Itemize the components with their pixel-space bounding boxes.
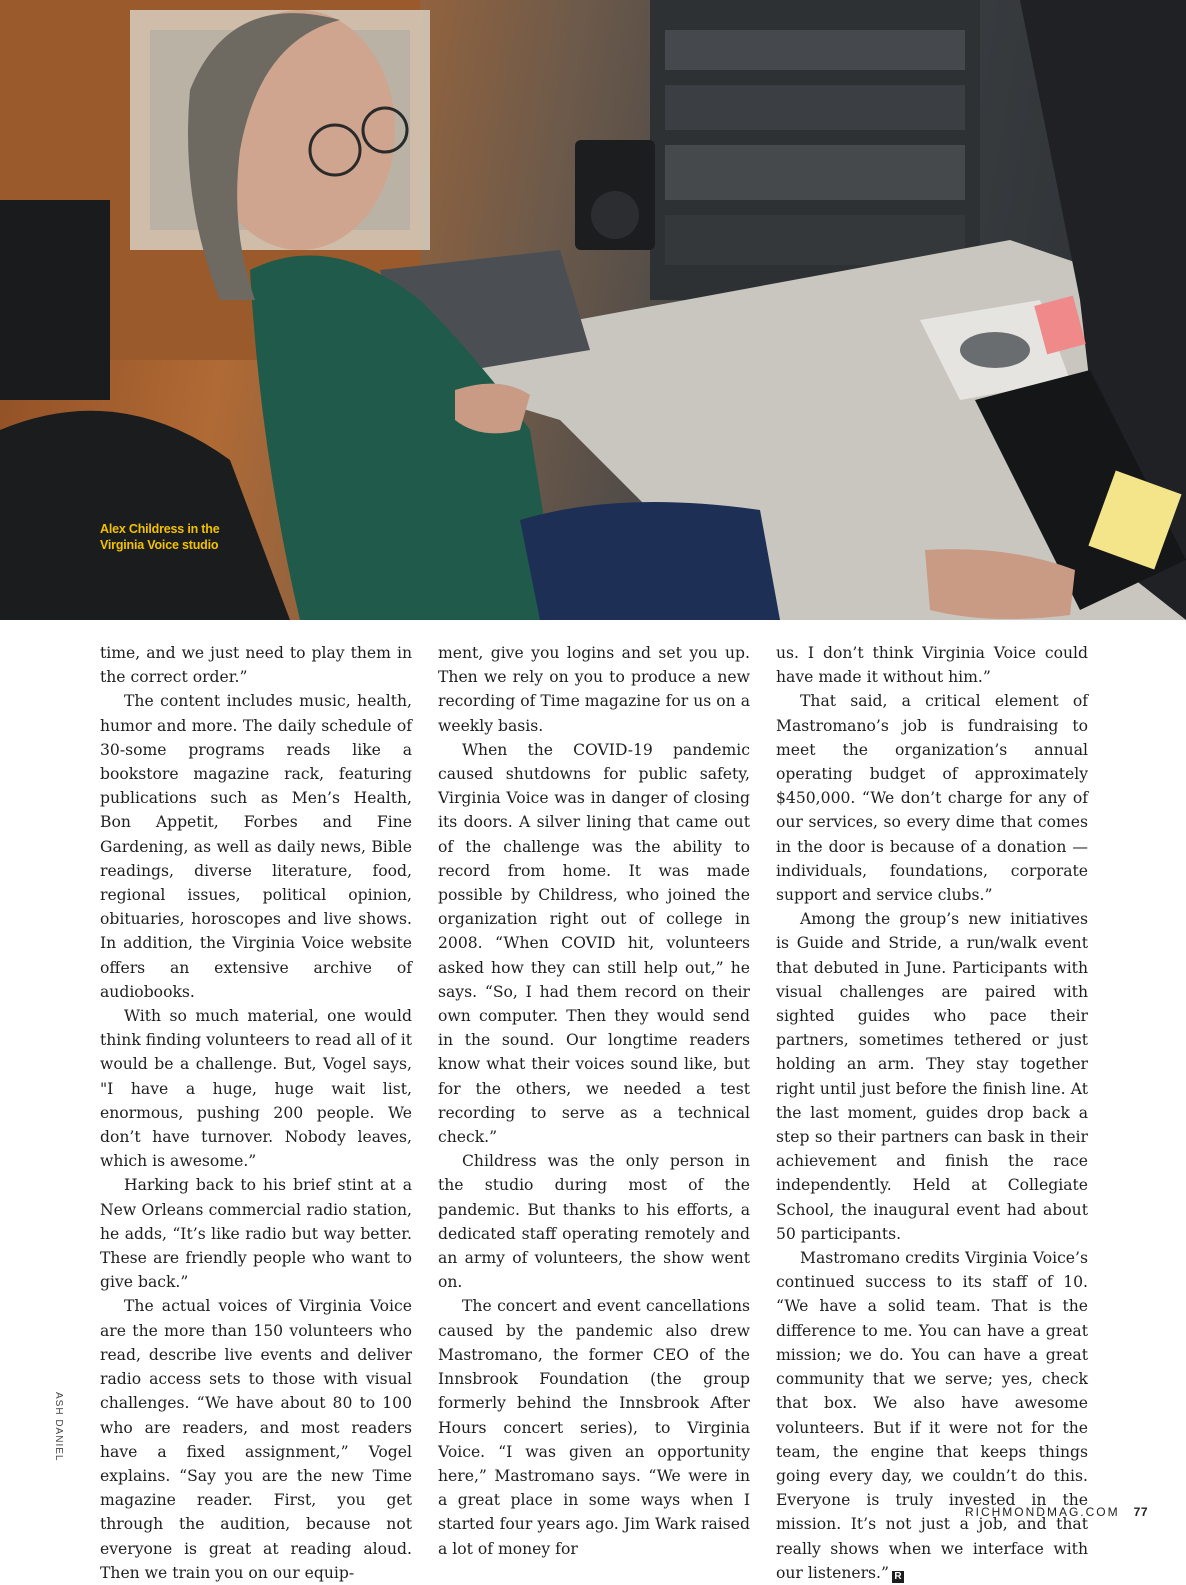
speaker-cone: [591, 191, 639, 239]
article-column-2: [438, 641, 750, 1561]
paragraph: time, and we just need to play them in the correct order.”: [100, 644, 412, 687]
paragraph: The content includes music, health, humor and more. The daily schedule of 30-some programs reads like a bookstore magazine rack, featuring publications such as Men’s Health, Bon Appetit, Forbes and Fine Gardening, as well as daily news, Bible readings, diverse literature, food, regional issues, political opinion, obituaries, horoscopes and live shows. In addition, the Virginia Voice website offers an extensive archive of audiobooks.: [100, 692, 412, 1001]
rack-unit: [665, 145, 965, 200]
paragraph: Childress was the only person in the studio during most of the pandemic. But thanks to his efforts, a dedicated staff operating remotely and an army of volunteers, the show went on.: [438, 1152, 750, 1292]
paragraph: ment, give you logins and set you up. Then we rely on you to produce a new recording of Time magazine for us on a weekly basis.: [438, 644, 750, 735]
paragraph: When the COVID-19 pandemic caused shutdowns for public safety, Virginia Voice was in danger of closing its doors. A silver lining that came out of the challenge was the ability to record from home. It was made possible by Childress, who joined the organization right out of college in 2008. “When COVID hit, volunteers asked how they can still help out,” he says. “So, I had them record on their own computer. Then they would send in the sound. Our longtime readers know what their voices sound like, but for the others, we needed a test recording to serve as a technical check.”: [438, 740, 750, 1147]
paragraph: The concert and event cancellations caused by the pandemic also drew Mastromano, the former CEO of the Innsbrook Foundation (the group formerly behind the Innsbrook After Hours concert series), to Virginia Voice. “I was given an opportunity here,” Mastromano says. “We were in a great place in some ways when I started four years ago. Jim Wark raised a lot of money for: [438, 1297, 750, 1558]
mouse: [960, 332, 1030, 368]
paragraph: That said, a critical element of Mastromano’s job is fundraising to meet the organization’s annual operating budget of approximately $450,000. “We don’t charge for any of our services, so every dime that comes in the door is because of a donation — individuals, foundations, corporate support and service clubs.”: [776, 692, 1088, 905]
paragraph: us. I don’t think Virginia Voice could have made it without him.”: [776, 644, 1088, 687]
page-number: 77: [1133, 1505, 1148, 1519]
side-monitor: [0, 200, 110, 400]
person-jeans: [520, 502, 780, 620]
page-footer: [965, 1505, 1148, 1519]
paragraph: With so much material, one would think finding volunteers to read all of it would be a challenge. But, Vogel says, "I have a huge, huge wait list, enormous, pushing 200 people. We don’t have turnover. Nobody leaves, which is awesome.”: [100, 1007, 412, 1171]
end-mark-icon: R: [892, 1571, 904, 1583]
paragraph-text: Mastromano credits Virginia Voice’s continued success to its staff of 10. “We have a solid team. That is the difference to me. You can have a great mission; we do. You can have a great community that we serve; yes, check that box. We also have awesome volunteers. But if it were not for the team, the engine that keeps things going every day, we couldn’t do this. Everyone is truly invested in the mission. It’s not just a job, and that really shows when we interface with our listeners.”: [776, 1249, 1088, 1582]
rack-unit: [665, 85, 965, 130]
photo-credit-text: ASH DANIEL: [53, 1392, 64, 1462]
photo-caption: [100, 521, 219, 553]
caption-line: Virginia Voice studio: [100, 538, 219, 552]
studio-photo: [0, 0, 1186, 620]
photo-credit: [52, 1392, 66, 1492]
person-hand: [455, 384, 530, 434]
footer-site: RICHMONDMAG.COM: [964, 1505, 1120, 1519]
office-chair: [0, 411, 290, 620]
rack-unit: [665, 30, 965, 70]
article-column-3: [776, 641, 1088, 1585]
paragraph: Harking back to his brief stint at a New Orleans commercial radio station, he adds, “It’s like radio but way better. These are friendly people who want to give back.”: [100, 1176, 412, 1292]
caption-line: Alex Childress in the: [100, 522, 220, 536]
paragraph: Among the group’s new initiatives is Guide and Stride, a run/walk event that debuted in June. Participants with visual challenges are paired with sighted guides who pace their partners, sometimes tethered or just holding an arm. They stay together right until just before the finish line. At the last moment, guides drop back a step so their partners can bask in their achievement and finish the race independently. Held at Collegiate School, the inaugural event had about 50 participants.: [776, 910, 1088, 1243]
paragraph-last: [776, 1246, 1088, 1585]
article-column-1: [100, 641, 412, 1585]
paragraph: The actual voices of Virginia Voice are the more than 150 volunteers who read, describe live events and deliver radio access sets to those with visual challenges. “We have about 80 to 100 who are readers, and most readers have a fixed assignment,” Vogel explains. “Say you are the new Time magazine reader. First, you get through the audition, because not everyone is great at reading aloud. Then we train you on our equip-: [100, 1297, 412, 1582]
